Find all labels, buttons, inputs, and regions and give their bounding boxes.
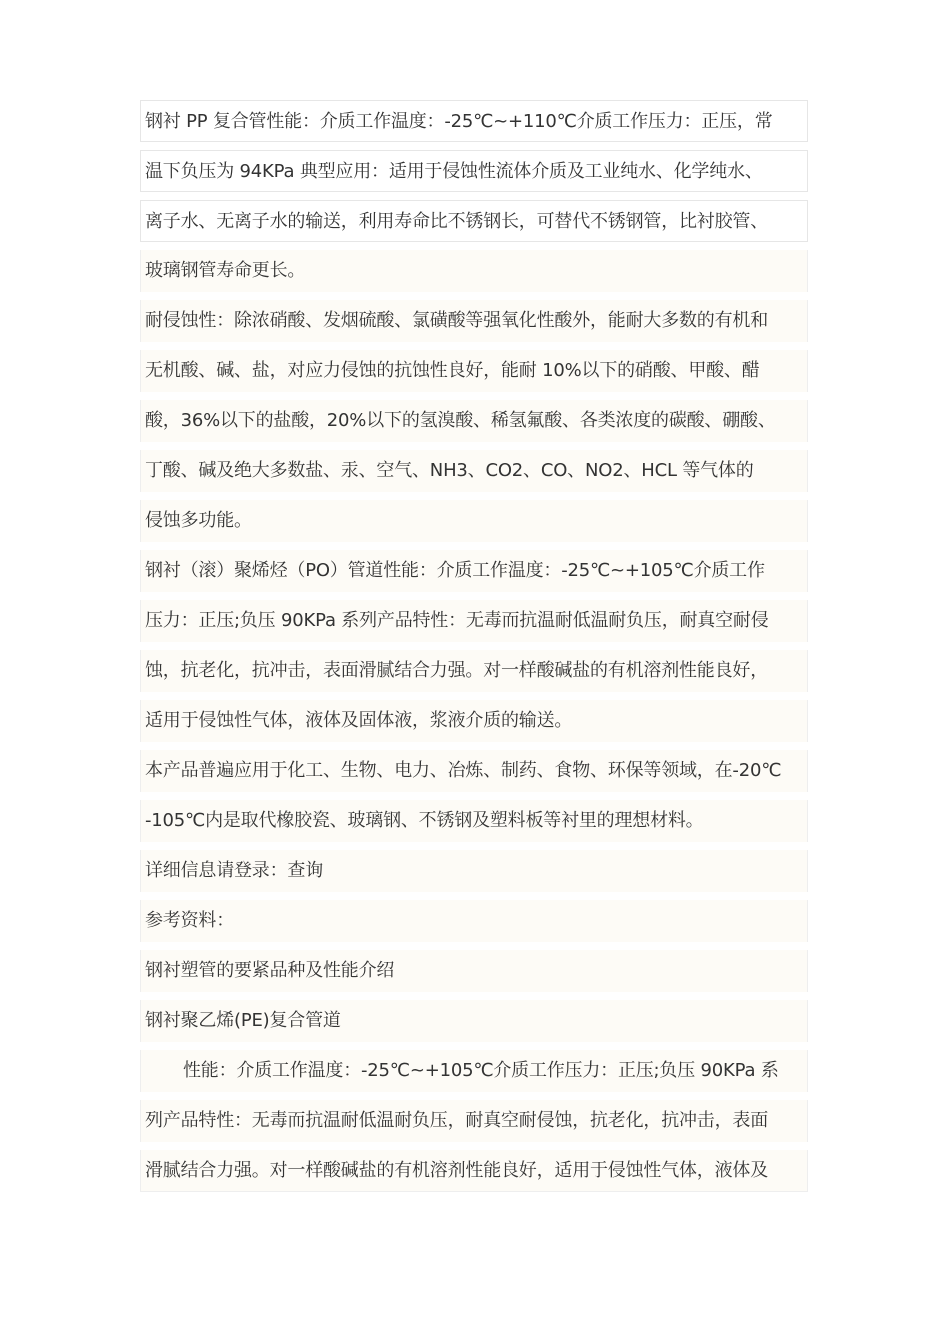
text-line: 离子水、无离子水的输送，利用寿命比不锈钢长，可替代不锈钢管，比衬胶管、 [140, 200, 808, 242]
text-line: 蚀，抗老化，抗冲击，表面滑腻结合力强。对一样酸碱盐的有机溶剂性能良好， [140, 650, 808, 692]
text-line: 耐侵蚀性：除浓硝酸、发烟硫酸、氯磺酸等强氧化性酸外，能耐大多数的有机和 [140, 300, 808, 342]
text-line: 钢衬 PP 复合管性能：介质工作温度：-25℃~+110℃介质工作压力：正压，常 [140, 100, 808, 142]
text-line: 无机酸、碱、盐，对应力侵蚀的抗蚀性良好，能耐 10%以下的硝酸、甲酸、醋 [140, 350, 808, 392]
text-line: 详细信息请登录：查询 [140, 850, 808, 892]
text-line: 本产品普遍应用于化工、生物、电力、冶炼、制药、食物、环保等领域，在-20℃ [140, 750, 808, 792]
text-line: -105℃内是取代橡胶瓷、玻璃钢、不锈钢及塑料板等衬里的理想材料。 [140, 800, 808, 842]
text-line: 钢衬（滚）聚烯烃（PO）管道性能：介质工作温度：-25℃~+105℃介质工作 [140, 550, 808, 592]
text-line: 适用于侵蚀性气体，液体及固体液，浆液介质的输送。 [140, 700, 808, 742]
text-line: 丁酸、碱及绝大多数盐、汞、空气、NH3、CO2、CO、NO2、HCL 等气体的 [140, 450, 808, 492]
text-line: 性能：介质工作温度：-25℃~+105℃介质工作压力：正压;负压 90KPa 系 [140, 1050, 808, 1092]
text-line: 列产品特性：无毒而抗温耐低温耐负压，耐真空耐侵蚀，抗老化，抗冲击，表面 [140, 1100, 808, 1142]
text-line: 压力：正压;负压 90KPa 系列产品特性：无毒而抗温耐低温耐负压，耐真空耐侵 [140, 600, 808, 642]
text-line: 玻璃钢管寿命更长。 [140, 250, 808, 292]
text-line: 温下负压为 94KPa 典型应用：适用于侵蚀性流体介质及工业纯水、化学纯水、 [140, 150, 808, 192]
text-line: 滑腻结合力强。对一样酸碱盐的有机溶剂性能良好，适用于侵蚀性气体，液体及 [140, 1150, 808, 1192]
text-line: 参考资料： [140, 900, 808, 942]
text-line: 钢衬塑管的要紧品种及性能介绍 [140, 950, 808, 992]
text-line: 钢衬聚乙烯(PE)复合管道 [140, 1000, 808, 1042]
text-line: 侵蚀多功能。 [140, 500, 808, 542]
text-line: 酸，36%以下的盐酸，20%以下的氢溴酸、稀氢氟酸、各类浓度的碳酸、硼酸、 [140, 400, 808, 442]
